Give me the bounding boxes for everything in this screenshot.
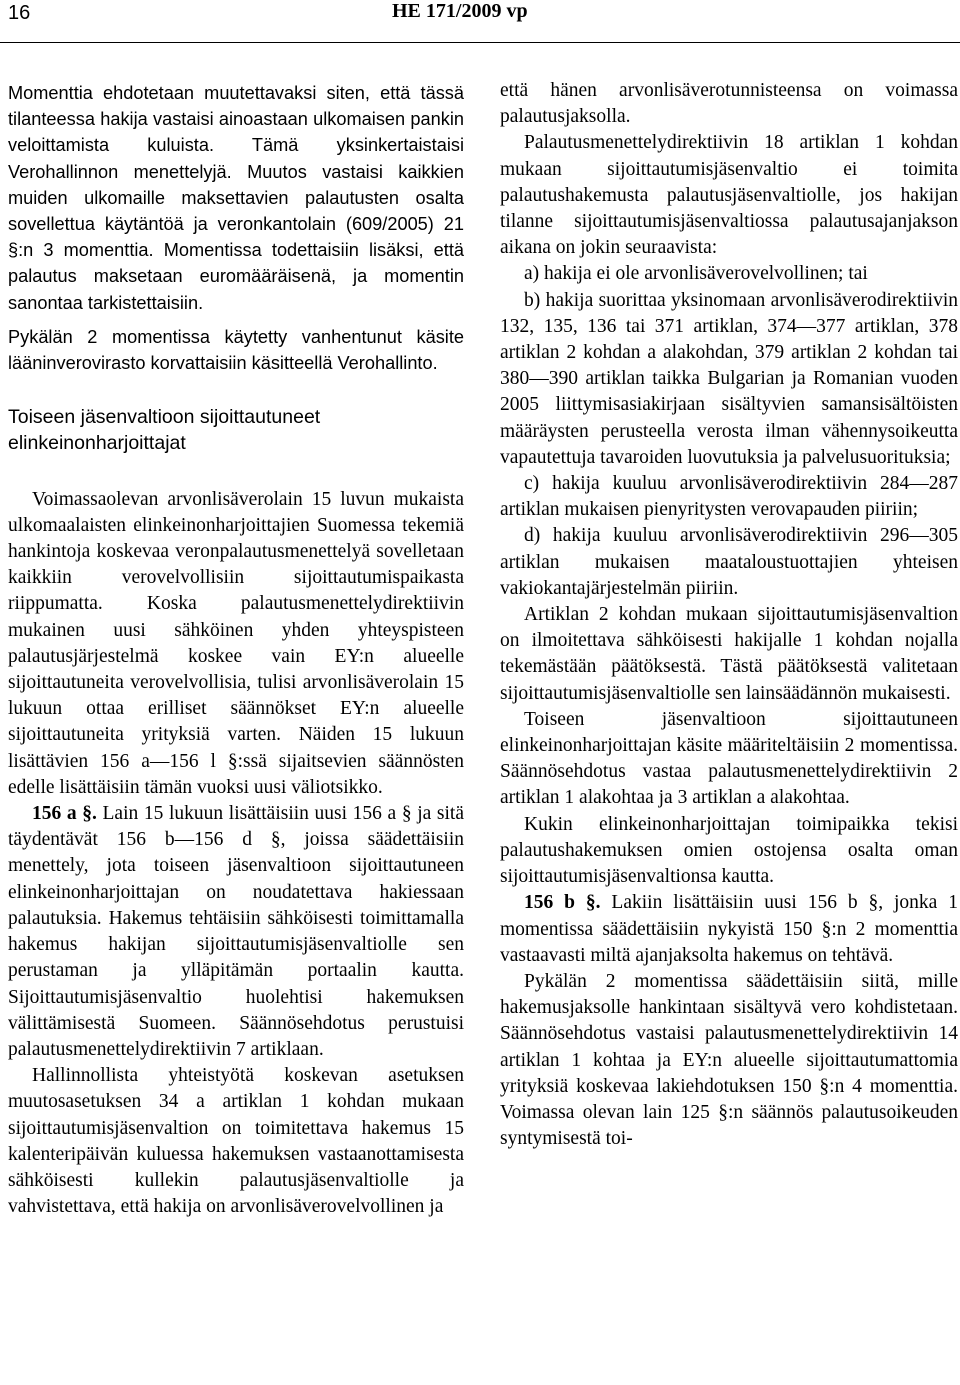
page-number: 16 <box>8 2 31 24</box>
paragraph-admin-cooperation: Hallinnollista yhteistyötä koskevan asetuksen muutosasetuksen 34 a artiklan 1 kohdan mukaan sijoittautumisjäsenvaltion on toimitettava hakemus 15 kalenteripäivän kuluessa hakemuksen vastaanottamisesta sähköisesti kullekin palautusjäsenvaltiolle ja vahvistettava, että hakija on arvonlisäverovelvollinen ja <box>8 1065 464 1218</box>
list-item-d: d) hakija kuuluu arvonlisäverodirektiivin 296—305 artiklan mukaisen maataloustuottajien yhteisen vakiokantajärjestelmän piiriin. <box>500 525 958 599</box>
paragraph-156b-text: Lakiin lisättäisiin uusi 156 b §, jonka 1 momentissa säädettäisiin nykyistä 150 §:n 2 momenttia vastaavasti miltä ajanjaksolta hakemus on tehtävä. <box>500 892 958 966</box>
paragraph-moment-change: Momenttia ehdotetaan muutettavaksi siten, että tässä tilanteessa hakija vastaisi ainoastaan ulkomaisen pankin veloittamista kuluista. Tämä yksinkertaistaisi Verohallinnon menettelyjä. Muutos vastaisi kaikkien muiden ulkomaille maksettavien palautusten osalta sovellettua käytäntöä ja veronkantolain (609/2005) 21 §:n 3 momenttia. Momentissa todettaisiin lisäksi, että palautus maksetaan euromääräisenä, ja momentin sanontaa tarkistettaisiin. <box>8 83 464 313</box>
paragraph-current-law: Voimassaolevan arvonlisäverolain 15 luvun mukaista ulkomaalaisten elinkeinonharjoittajien Suomessa tekemiä hankintoja koskevaa veronpalautusmenettelyä sovelletaan kaikkiin verovelvollisiin sijoittautumispaikasta riippumatta. Koska palautusmenettelydirektiivin mukainen uusi sähköinen yhden yhteyspisteen palautusjärjestelmä koskee vain EY:n alueelle sijoittautuneita verovelvollisia, tulisi arvonlisäverolain 15 lukuun ottaa erilliset säännökset EY:n alueelle sijoittautuneita yrityksiä varten. Näiden 15 lukuun lisättävien 156 a—156 l §:ssä sijaitsevien säännösten edelle lisättäisiin tämän vuoksi uusi väliotsikko. <box>8 488 464 798</box>
left-column <box>8 80 464 1220</box>
paragraph-pykala-2: Pykälän 2 momentissa käytetty vanhentunut käsite lääninverovirasto korvattaisiin käsitteellä Verohallinto. <box>8 326 464 374</box>
paragraph-article-2: Artiklan 2 kohdan mukaan sijoittautumisjäsenvaltion on ilmoitettava sähköisesti hakijalle 1 kohdan nojalla tekemästään päätöksestä. Tästä päätöksestä valitetaan sijoittautumisjäsenvaltiolle sen lainsäädännön mukaisesti. <box>500 604 958 704</box>
paragraph-pykala-2-period: Pykälän 2 momentissa säädettäisiin siitä, mille hakemusjaksolle hankintaan sisältyvä vero kohdistetaan. Säännösehdotus vastaisi palautusmenettelydirektiivin 14 artiklan 1 kohtaa ja EY:n alueelle sijoittautumattomia yrityksiä koskevaa lakiehdotuksen 150 §:n 4 momenttia. Voimassa olevan lain 125 §:n säännös palautusoikeuden syntymisestä toi- <box>500 970 958 1150</box>
list-item-a: a) hakija ei ole arvonlisäverovelvollinen; tai <box>524 263 868 285</box>
list-item-b: b) hakija suorittaa yksinomaan arvonlisäverodirektiivin 132, 135, 136 tai 371 artiklan, 374—377 artiklan, 378 artiklan 2 kohdan a alakohdan, 379 artiklan 2 kohdan tai 380—390 artiklan taikka Bulgarian ja Romanian vuoden 2005 liittymisasiakirjaan sisältyvien samansisältöisten määräysten perusteella verosta ilman vähennysoikeutta vapautettuja tavaroiden luovutuksia ja palvelusuorituksia; <box>500 289 958 468</box>
section-label-156b: 156 b §. <box>524 892 601 914</box>
header-rule <box>0 42 960 43</box>
document-id: HE 171/2009 vp <box>392 0 528 22</box>
paragraph-establishment: Kukin elinkeinonharjoittajan toimipaikka tekisi palautushakemuksen omien ostojensa osalta oman sijoittautumisjäsenvaltionsa kautta. <box>500 813 958 888</box>
paragraph-definition: Toiseen jäsenvaltioon sijoittautuneen elinkeinonharjoittajan käsite määriteltäisiin 2 momentissa. Säännösehdotus vastaa palautusmenettelydirektiivin 2 artiklan 1 alakohtaa ja 3 artiklan a alakohtaa. <box>500 708 958 809</box>
paragraph-article-18: Palautusmenettelydirektiivin 18 artiklan 1 kohdan mukaan sijoittautumisjäsenvaltio ei toimita palautushakemusta palautusjäsenvaltiolle, jos hakijan tilanne sijoittautumisjäsenvaltiossa palautusajanjakson aikana on jokin seuraavista: <box>500 132 958 259</box>
page-header <box>0 0 960 44</box>
paragraph-continuation: että hänen arvonlisäverotunnisteensa on voimassa palautusjaksolla. <box>500 80 958 128</box>
section-label-156a: 156 a §. <box>32 803 97 825</box>
section-heading: Toiseen jäsenvaltioon sijoittautuneet elinkeinonharjoittajat <box>8 406 321 455</box>
right-column <box>500 78 958 1152</box>
list-item-c: c) hakija kuuluu arvonlisäverodirektiivin 284—287 artiklan mukaisen pienyritysten verovapauden piiriin; <box>500 473 958 521</box>
paragraph-156a <box>8 801 464 1063</box>
paragraph-156b <box>500 890 958 969</box>
paragraph-156a-text: Lain 15 lukuun lisättäisiin uusi 156 a § ja sitä täydentävät 156 b—156 d §, joissa säädettäisiin menettely, jota toiseen jäsenvaltioon sijoittautuneen elinkeinonharjoittajan on noudatettava hakiessaan palautuksia. Hakemus tehtäisiin sähköisesti toimittamalla hakemus hakijan sijoittautumisjäsenvaltiolle sen perustaman ja ylläpitämän portaalin kautta. Sijoittautumisjäsenvaltio huolehtisi hakemuksen välittämisestä Suomeen. Säännösehdotus perustuisi palautusmenettelydirektiivin 7 artiklaan. <box>8 803 464 1060</box>
